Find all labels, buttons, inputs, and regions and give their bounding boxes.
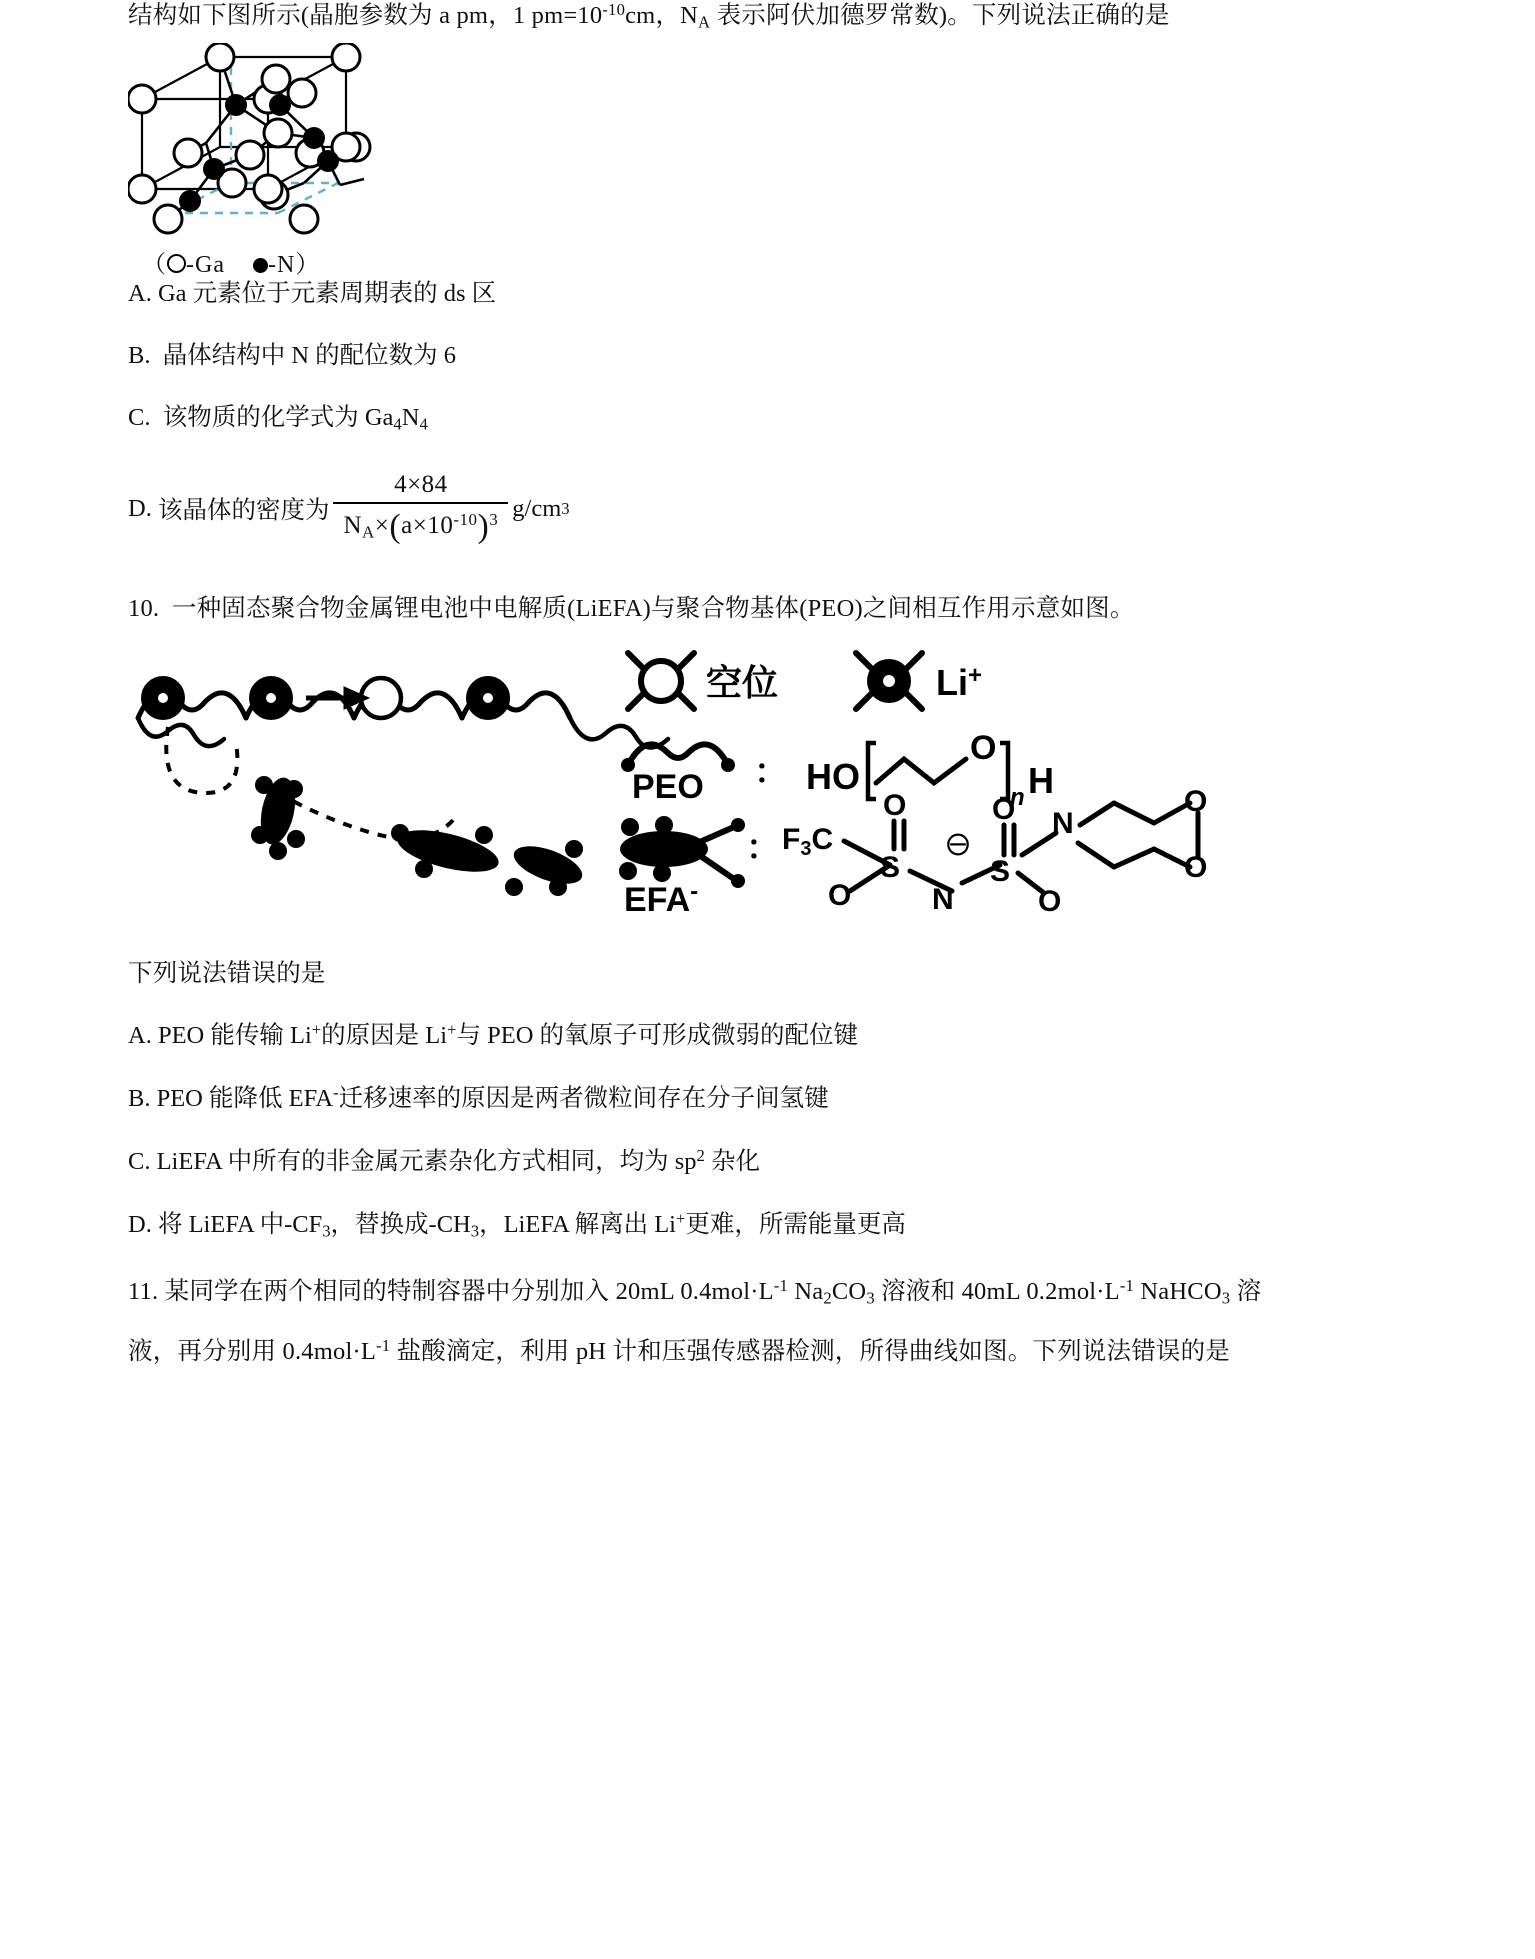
q11-number: 11. <box>128 1278 159 1306</box>
q10-option-d-p1: 将 LiEFA 中-CF <box>157 1210 323 1238</box>
q10-option-b <box>128 1082 1418 1115</box>
q11-l1-p4: 溶液和 40mL 0.2mol·L <box>874 1278 1120 1306</box>
q10-option-d-sup1: + <box>676 1208 686 1228</box>
q11-stem <box>128 1276 1418 1367</box>
q10-option-a-p3: 与 PEO 的氧原子可形成微弱的配位键 <box>456 1022 859 1050</box>
q11-l2-p2: 盐酸滴定，利用 pH 计和压强传感器检测，所得曲线如图。下列说法错误的是 <box>390 1337 1230 1365</box>
q10-option-a-key: A. <box>128 1022 152 1050</box>
legend-vacancy-icon <box>628 653 694 709</box>
q10-prompt-text: 下列说法错误的是 <box>128 959 326 987</box>
q9-option-c-key: C. <box>128 404 151 432</box>
efa-s-1: S <box>880 850 901 884</box>
q10-option-c-key: C. <box>128 1147 151 1175</box>
peo-repeat-n: n <box>1010 783 1025 811</box>
q10-option-d-p3: ，LiEFA 解离出 Li <box>479 1210 676 1238</box>
legend-ga-label: -Ga <box>186 252 225 279</box>
q10-option-b-sup1: - <box>333 1083 339 1103</box>
legend-close-paren: ） <box>295 252 321 279</box>
q10-option-d <box>128 1208 1418 1242</box>
q11-l1-sup1: -1 <box>773 1276 789 1296</box>
efa-f3c: $F_3C$ <box>782 822 834 860</box>
q11-l1-p1: 某同学在两个相同的特制容器中分别加入 20mL 0.4mol·L <box>164 1278 774 1306</box>
q10-option-a-sup1: + <box>311 1020 322 1040</box>
density-fraction <box>333 471 508 546</box>
q9-option-d-lead: 该晶体的密度为 <box>157 497 330 525</box>
q10-option-d-p4: 更难，所需能量更高 <box>685 1210 906 1238</box>
q9-option-b-key: B. <box>128 342 151 370</box>
density-unit: g/cm <box>512 494 562 522</box>
q10-option-c-sup1: 2 <box>696 1145 705 1165</box>
peo-formula-h: H <box>1028 759 1054 801</box>
q9-option-c-text2: N <box>401 404 420 432</box>
q10-option-a <box>128 1019 1418 1052</box>
q9-option-a-key: A. <box>128 280 152 308</box>
q10-option-c-p1: LiEFA 中所有的非金属元素杂化方式相同，均为 sp <box>156 1147 697 1175</box>
q10-figure <box>128 643 1308 933</box>
q9-option-c-sub2: 4 <box>419 414 428 434</box>
unit-cell-svg <box>128 43 458 248</box>
q9-option-b <box>128 340 1418 372</box>
crystal-structure-figure <box>128 43 458 279</box>
efa-o-1: O <box>883 788 907 822</box>
denominator-power: 3 <box>489 509 499 529</box>
open-circle-icon <box>167 254 186 273</box>
page-content <box>128 0 1418 1367</box>
q9-option-d <box>128 471 1418 546</box>
q9-stem <box>128 0 1418 33</box>
q10-stem-text: 一种固态聚合物金属锂电池中电解质(LiEFA)与聚合物基体(PEO)之间相互作用示意如图。 <box>171 595 1135 623</box>
denominator-na: N <box>343 511 363 539</box>
q10-option-d-key: D. <box>128 1210 152 1238</box>
q9-stem-part1: 结构如下图所示(晶胞参数为 a pm，1 pm=10 <box>128 1 603 29</box>
efa-n-center: N <box>932 882 954 916</box>
q11-l1-p3: CO <box>831 1278 867 1306</box>
q10-number: 10. <box>128 595 160 623</box>
peo-oxygen: O <box>970 728 997 767</box>
legend-efa-icon <box>619 816 745 888</box>
q10-option-a-sup2: + <box>447 1020 457 1040</box>
q11-l1-sup2: -1 <box>1119 1276 1135 1296</box>
q10-option-b-p2: 迁移速率的原因是两者微粒间存在分子间氢键 <box>338 1085 829 1113</box>
q11-l1-sub1: 2 <box>823 1288 832 1308</box>
denominator-times: × <box>374 511 390 539</box>
q11-l2-p1: 液，再分别用 0.4mol·L <box>128 1337 376 1365</box>
q11-line-1 <box>128 1276 1418 1309</box>
legend-efa-label: EFA- <box>624 877 699 919</box>
legend-efa-colon: ： <box>746 828 780 867</box>
fraction-numerator: 4×84 <box>394 471 448 499</box>
q11-l1-sub2: 3 <box>866 1288 875 1308</box>
q10-option-d-sub1: 3 <box>322 1221 331 1241</box>
q9-option-d-key: D. <box>128 494 152 522</box>
q10-option-a-p1: PEO 能传输 Li <box>157 1022 312 1050</box>
legend-li-icon <box>856 653 922 709</box>
denominator-inner: a×10 <box>401 511 454 539</box>
efa-anion-right <box>391 822 587 896</box>
q10-prompt <box>128 959 1418 990</box>
q10-option-b-key: B. <box>128 1085 151 1113</box>
q10-option-d-p2: ，替换成-CH <box>330 1210 471 1238</box>
q9-stem-subscript: A <box>698 12 711 32</box>
q9-stem-part2: cm，N <box>625 1 699 29</box>
q9-option-a <box>128 278 1418 310</box>
legend-li-label: Li+ <box>936 661 983 703</box>
density-unit-exponent: 3 <box>561 498 570 518</box>
q9-option-c <box>128 402 1418 435</box>
efa-anion-left <box>251 774 305 860</box>
q10-option-c-p2: 杂化 <box>704 1147 760 1175</box>
q10-option-d-sub2: 3 <box>470 1221 480 1241</box>
q9-option-a-text: Ga 元素位于元素周期表的 ds 区 <box>157 280 497 308</box>
q9-option-c-text: 该物质的化学式为 Ga <box>162 404 394 432</box>
denominator-inner-exponent: -10 <box>453 509 478 529</box>
denominator-open-paren: ( <box>389 508 402 546</box>
q10-option-a-p2: 的原因是 Li <box>321 1022 448 1050</box>
legend-peo-icon <box>628 744 728 765</box>
legend-peo-colon: ： <box>754 752 788 791</box>
filled-circle-icon <box>253 258 268 273</box>
efa-s-2: S <box>990 854 1011 888</box>
denominator-close-paren: ) <box>477 508 490 546</box>
polymer-schematic-svg <box>128 643 1308 933</box>
legend-n-label: -N <box>267 252 296 279</box>
efa-o-ring-1: O <box>1184 784 1208 818</box>
interaction-dashes <box>166 727 454 839</box>
q9-option-b-text: 晶体结构中 N 的配位数为 6 <box>162 342 457 370</box>
q11-l1-p6: 溶 <box>1230 1278 1262 1306</box>
q10-option-b-p1: PEO 能降低 EFA <box>156 1085 334 1113</box>
legend-peo-label: PEO <box>632 767 704 806</box>
q9-stem-part3: 表示阿伏加德罗常数)。下列说法正确的是 <box>710 1 1170 29</box>
crystal-legend <box>142 244 458 279</box>
q10-option-c <box>128 1145 1418 1178</box>
legend-vacancy-label: 空位 <box>706 661 779 703</box>
q11-l1-sub3: 3 <box>1221 1288 1231 1308</box>
efa-o-ring-2: O <box>1184 850 1208 884</box>
efa-o-3: O <box>992 792 1016 826</box>
peo-chain-tail <box>138 718 668 748</box>
q10-stem <box>128 594 1418 625</box>
q9-stem-exponent: -10 <box>602 0 626 19</box>
q9-option-c-sub1: 4 <box>393 414 402 434</box>
peo-formula-ho: HO <box>806 755 860 797</box>
q11-line-2 <box>128 1336 1418 1368</box>
legend-open-paren: （ <box>142 252 167 279</box>
efa-charge: ⊖ <box>944 829 973 861</box>
fraction-denominator <box>333 504 508 546</box>
efa-o-4: O <box>1038 884 1062 918</box>
q11-l1-p5: NaHCO <box>1134 1278 1222 1306</box>
ga-atoms <box>128 43 370 233</box>
efa-n-ring: N <box>1052 806 1074 840</box>
peo-backbone <box>876 759 966 783</box>
q11-l2-sup1: -1 <box>376 1335 391 1355</box>
efa-o-2: O <box>828 878 852 912</box>
q11-l1-p2: Na <box>788 1278 824 1306</box>
denominator-na-sub: A <box>362 522 375 542</box>
